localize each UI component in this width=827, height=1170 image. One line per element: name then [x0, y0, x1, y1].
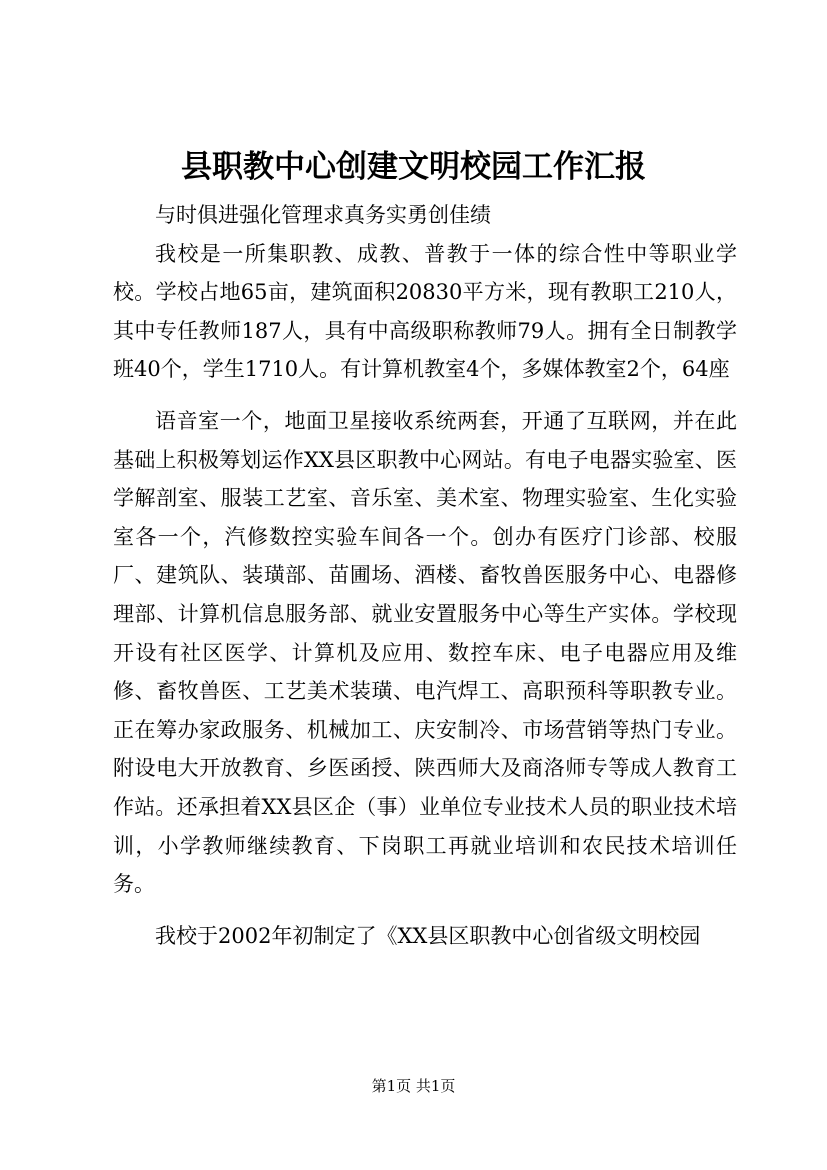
- document-subtitle: 与时俱进强化管理求真务实勇创佳绩: [155, 203, 491, 227]
- paragraph-facilities: 语音室一个，地面卫星接收系统两套，开通了互联网，并在此基础上积极筹划运作XX县区职教中心网站。有电子电器实验室、医学解剖室、服装工艺室、音乐室、美术室、物理实验室、生化实验室各一个，汽修数控实验车间各一个。创办有医疗门诊部、校服厂、建筑队、装璜部、苗圃场、酒楼、畜牧兽医服务中心、电器修理部、计算机信息服务部、就业安置服务中心等生产实体。学校现开设有社区医学、计算机及应用、数控车床、电子电器应用及维修、畜牧兽医、工艺美术装璜、电汽焊工、高职预科等职教专业。正在筹办家政服务、机械加工、庆安制冷、市场营销等热门专业。附设电大开放教育、乡医函授、陕西师大及商洛师专等成人教育工作站。还承担着XX县区企（事）业单位专业技术人员的职业技术培训，小学教师继续教育、下岗职工再就业培训和农民技术培训任务。: [113, 408, 737, 897]
- document-body: [113, 196, 737, 955]
- page-number-footer: 第1页 共1页: [371, 1077, 456, 1095]
- paragraph-intro: 我校是一所集职教、成教、普教于一体的综合性中等职业学校。学校占地65亩，建筑面积20830平方米，现有教职工210人，其中专任教师187人，具有中高级职称教师79人。拥有全日制教学班40个，学生1710人。有计算机教室4个，多媒体教室2个，64座: [113, 241, 737, 382]
- document-title: 县职教中心创建文明校园工作汇报: [181, 149, 646, 185]
- paragraph-plan: 我校于2002年初制定了《XX县区职教中心创省级文明校园: [155, 923, 701, 948]
